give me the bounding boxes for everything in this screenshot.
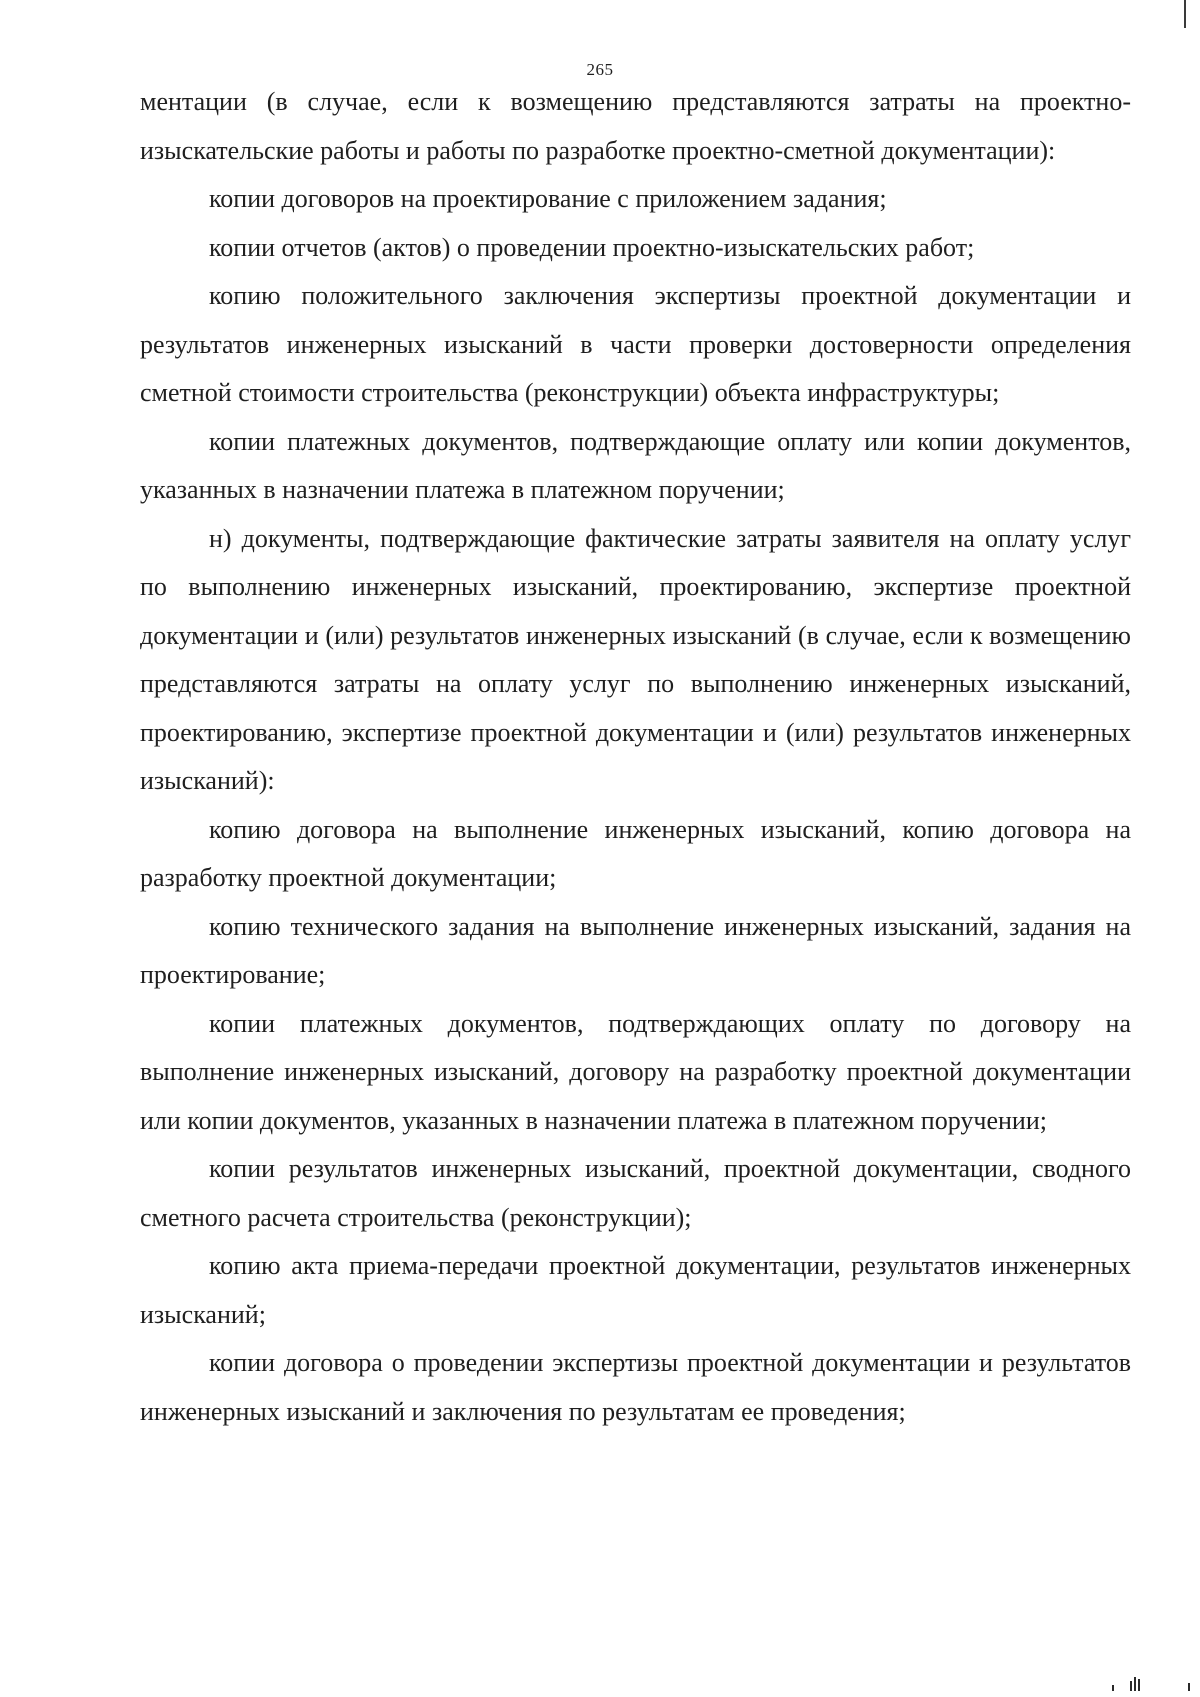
paragraph-survey-results: копии результатов инженерных изысканий, проектной документации, сводного сметного расчета строительства (реконструкции); [140, 1154, 1131, 1232]
paragraph-technical-assignment: копию технического задания на выполнение инженерных изысканий, задания на проектирование; [140, 911, 1131, 989]
scan-edge-mark [1184, 0, 1186, 28]
paragraph-payment-contract: копии платежных документов, подтверждающих оплату по договору на выполнение инженерных изысканий, договору на разработку проектной документации или копии документов, указанных в назначении платежа в платежном поручении; [140, 1008, 1131, 1135]
document-body [140, 78, 1131, 1436]
scan-artifact-marks [1102, 1673, 1192, 1691]
paragraph-expert-conclusion: копию положительного заключения экспертизы проектной документации и результатов инженерных изысканий в части проверки достоверности определения сметной стоимости строительства (реконструкции) объекта инфраструктуры; [140, 281, 1131, 407]
paragraph-payment-documents: копии платежных документов, подтверждающие оплату или копии документов, указанных в назначении платежа в платежном поручении; [140, 426, 1131, 504]
paragraph-item-n: н) документы, подтверждающие фактические затраты заявителя на оплату услуг по выполнению инженерных изысканий, проектированию, экспертизе проектной документации и (или) результатов инженерных изысканий (в случае, если к возмещению представляются затраты на оплату услуг по выполнению инженерных изысканий, проектированию, экспертизе проектной документации и (или) результатов инженерных изысканий): [140, 523, 1131, 795]
paragraph-transfer-act: копию акта приема-передачи проектной документации, результатов инженерных изысканий; [140, 1251, 1131, 1329]
paragraph-contracts-design: копии договоров на проектирование с приложением задания; [209, 184, 887, 213]
page-number: 265 [586, 60, 614, 79]
paragraph-reports-acts: копии отчетов (актов) о проведении проектно-изыскательских работ; [209, 232, 975, 262]
paragraph-survey-contract: копию договора на выполнение инженерных изысканий, копию договора на разработку проектной документации; [140, 814, 1131, 892]
paragraph-expertise-contract: копии договора о проведении экспертизы проектной документации и результатов инженерных изысканий и заключения по результатам ее проведения; [140, 1348, 1131, 1426]
paragraph-continuation: ментации (в случае, если к возмещению представляются затраты на проектно-изыскательские работы и работы по разработке проектно-сметной документации): [140, 87, 1131, 165]
